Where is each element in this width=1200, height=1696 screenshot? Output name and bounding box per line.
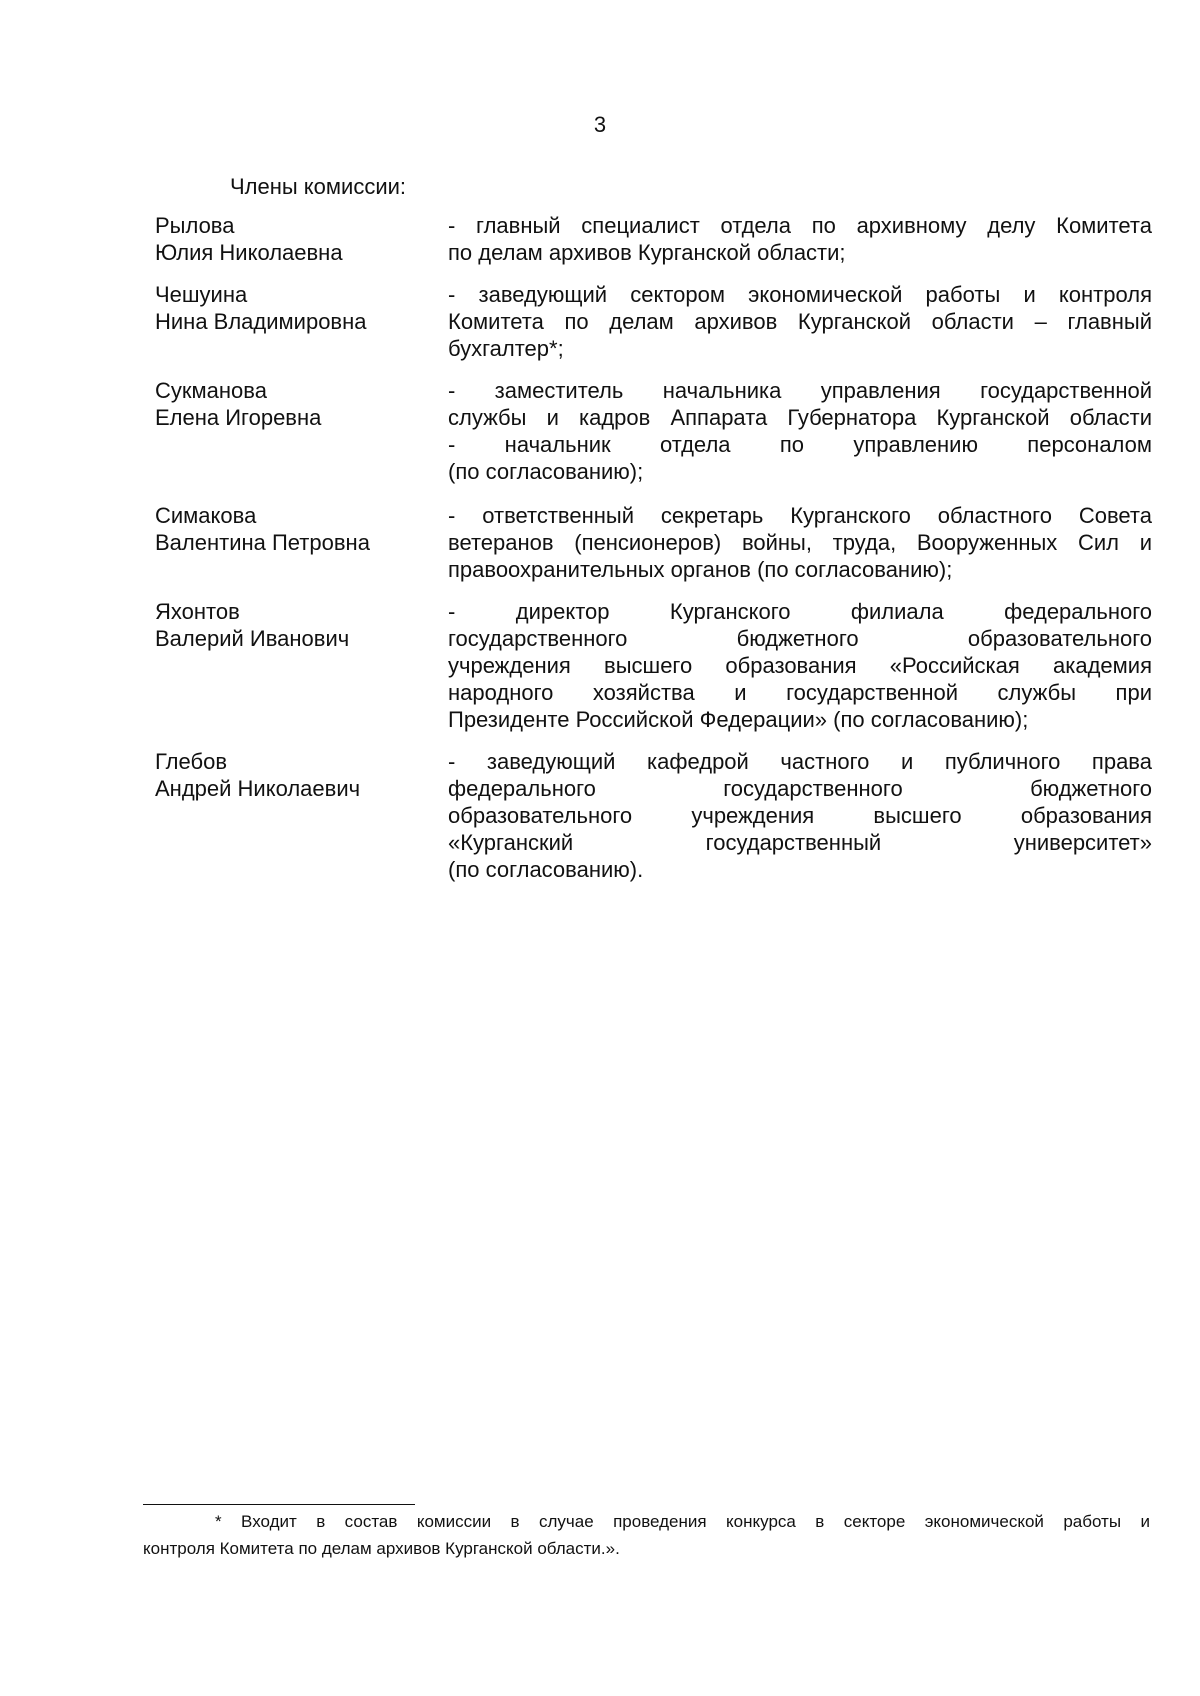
- role-line: по делам архивов Курганской области;: [448, 240, 846, 265]
- role-line: Комитета по делам архивов Курганской области – главный: [448, 309, 1152, 334]
- role-line: - начальник отдела по управлению персоналом: [448, 432, 1152, 457]
- role-line: - главный специалист отдела по архивному делу Комитета: [448, 213, 1152, 238]
- role-line: образовательного учреждения высшего образования: [448, 803, 1152, 828]
- role-line: - заведующий кафедрой частного и публичного права: [448, 749, 1152, 774]
- member-role: [448, 377, 1152, 485]
- member-name: [155, 598, 448, 733]
- role-line: (по согласованию);: [448, 459, 644, 484]
- member-name: [155, 212, 448, 266]
- role-line: - ответственный секретарь Курганского областного Совета: [448, 503, 1152, 528]
- role-line: Президенте Российской Федерации» (по согласованию);: [448, 707, 1029, 732]
- role-line: - заместитель начальника управления государственной: [448, 378, 1152, 403]
- member-surname: Глебов: [155, 749, 228, 774]
- role-line: службы и кадров Аппарата Губернатора Курганской области: [448, 405, 1152, 430]
- role-line: «Курганский государственный университет»: [448, 830, 1152, 855]
- role-line: ветеранов (пенсионеров) войны, труда, Вооруженных Сил и: [448, 530, 1152, 555]
- member-surname: Симакова: [155, 503, 257, 528]
- role-line: - директор Курганского филиала федерального: [448, 599, 1152, 624]
- member-entry: [155, 598, 1152, 733]
- role-line: государственного бюджетного образовательного: [448, 626, 1152, 651]
- footnote-line: * Входит в состав комиссии в случае проведения конкурса в секторе экономической работы и: [215, 1512, 1150, 1531]
- footnote-divider: [143, 1504, 415, 1505]
- member-surname: Яхонтов: [155, 599, 240, 624]
- member-surname: Чешуина: [155, 282, 248, 307]
- member-given-names: Нина Владимировна: [155, 309, 367, 334]
- member-entry: [155, 212, 1152, 266]
- role-line: (по согласованию).: [448, 857, 644, 882]
- role-line: народного хозяйства и государственной службы при: [448, 680, 1152, 705]
- member-entry: [155, 377, 1152, 485]
- member-name: [155, 502, 448, 583]
- member-entry: [155, 502, 1152, 583]
- footnote: [143, 1508, 1150, 1562]
- member-entry: [155, 748, 1152, 883]
- member-given-names: Андрей Николаевич: [155, 776, 361, 801]
- member-name: [155, 377, 448, 485]
- member-surname: Сукманова: [155, 378, 267, 403]
- member-given-names: Елена Игоревна: [155, 405, 322, 430]
- member-given-names: Валентина Петровна: [155, 530, 370, 555]
- page-number: 3: [593, 112, 607, 137]
- member-role: [448, 748, 1152, 883]
- footnote-line: контроля Комитета по делам архивов Курганской области.».: [143, 1539, 620, 1558]
- member-role: [448, 281, 1152, 362]
- section-heading: Члены комиссии:: [230, 174, 407, 199]
- role-line: бухгалтер*;: [448, 336, 564, 361]
- member-surname: Рылова: [155, 213, 235, 238]
- member-role: [448, 212, 1152, 266]
- member-role: [448, 502, 1152, 583]
- role-line: федерального государственного бюджетного: [448, 776, 1152, 801]
- role-line: учреждения высшего образования «Российская академия: [448, 653, 1152, 678]
- member-name: [155, 281, 448, 362]
- member-name: [155, 748, 448, 883]
- member-role: [448, 598, 1152, 733]
- member-entry: [155, 281, 1152, 362]
- role-line: - заведующий сектором экономической работы и контроля: [448, 282, 1152, 307]
- member-given-names: Валерий Иванович: [155, 626, 350, 651]
- role-line: правоохранительных органов (по согласованию);: [448, 557, 953, 582]
- member-given-names: Юлия Николаевна: [155, 240, 343, 265]
